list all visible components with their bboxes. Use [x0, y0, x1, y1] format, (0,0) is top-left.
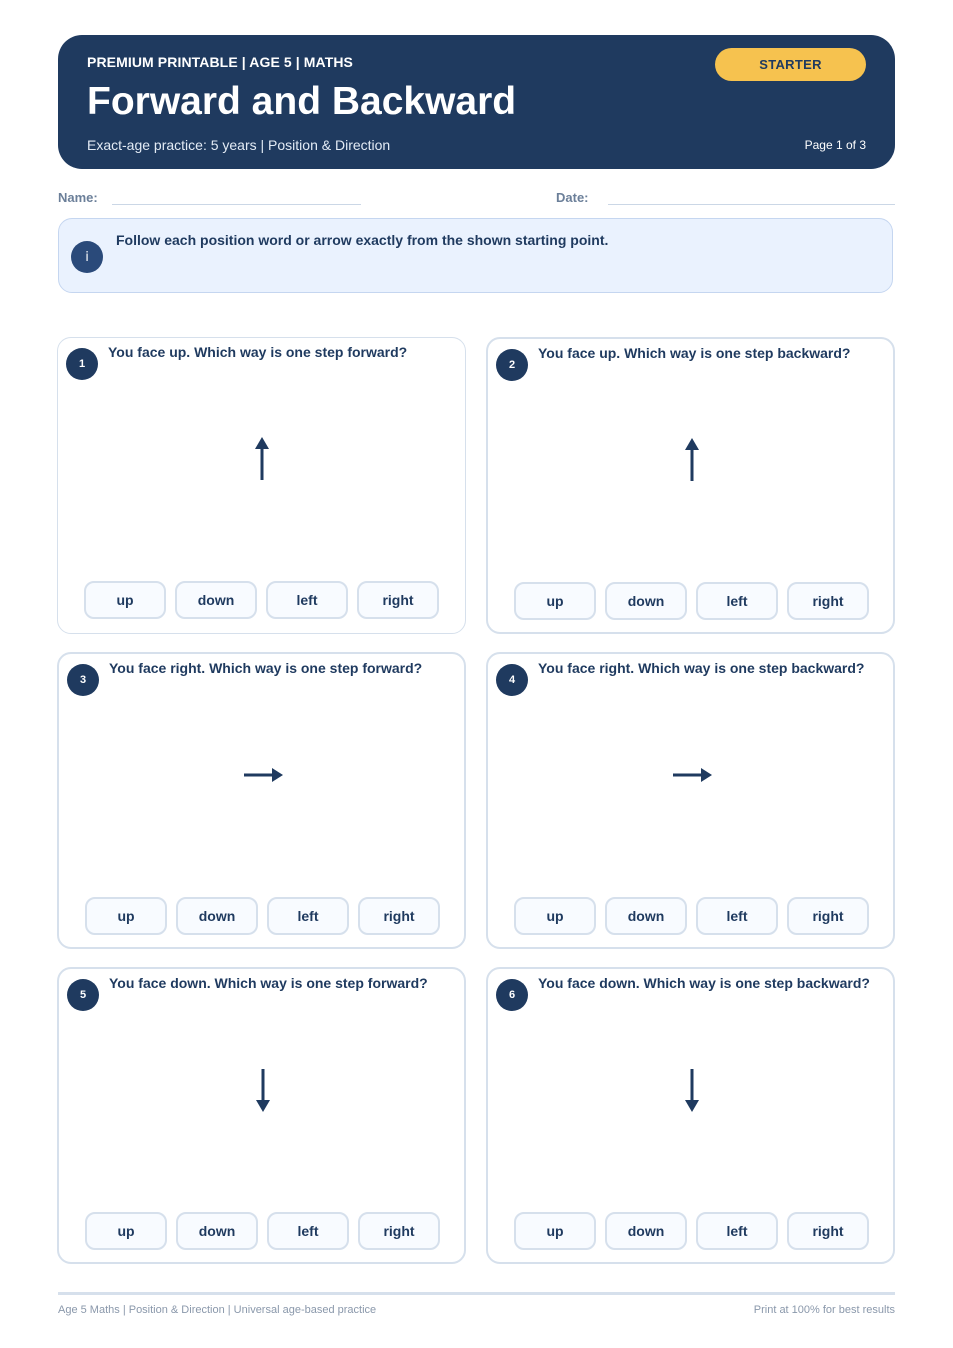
option-left-button[interactable]: left: [696, 582, 778, 620]
option-left-button[interactable]: left: [267, 897, 349, 935]
level-badge: STARTER: [715, 48, 866, 81]
option-left-button[interactable]: left: [696, 897, 778, 935]
info-icon: i: [71, 241, 103, 273]
option-down-button[interactable]: down: [175, 581, 257, 619]
option-right-button[interactable]: right: [787, 1212, 869, 1250]
option-up-button[interactable]: up: [514, 1212, 596, 1250]
option-down-button[interactable]: down: [605, 582, 687, 620]
question-text: You face up. Which way is one step backward?: [538, 345, 851, 361]
option-right-button[interactable]: right: [358, 897, 440, 935]
question-text: You face right. Which way is one step forward?: [109, 660, 423, 676]
answer-options: [85, 897, 440, 935]
answer-options: [514, 582, 869, 620]
option-down-button[interactable]: down: [605, 897, 687, 935]
question-card: [486, 652, 895, 949]
question-number: 3: [67, 664, 99, 696]
name-label: Name:: [58, 190, 98, 205]
option-right-button[interactable]: right: [787, 897, 869, 935]
question-number: 6: [496, 979, 528, 1011]
header-subtitle: Exact-age practice: 5 years | Position & Direction: [87, 137, 391, 153]
date-field[interactable]: [608, 204, 895, 205]
option-up-button[interactable]: up: [85, 1212, 167, 1250]
arrow-up-icon: [672, 435, 712, 485]
arrow-down-icon: [243, 1065, 283, 1115]
answer-options: [514, 897, 869, 935]
arrow-right-icon: [672, 750, 712, 800]
option-left-button[interactable]: left: [267, 1212, 349, 1250]
option-down-button[interactable]: down: [176, 897, 258, 935]
question-card: [57, 337, 466, 634]
question-card: [486, 967, 895, 1264]
question-text: You face right. Which way is one step backward?: [538, 660, 865, 676]
page-title: Forward and Backward: [87, 80, 517, 123]
question-number: 4: [496, 664, 528, 696]
question-number: 2: [496, 349, 528, 381]
footer-divider: [58, 1292, 895, 1295]
instructions-box: [58, 218, 893, 293]
page-number: Page 1 of 3: [804, 138, 866, 152]
option-left-button[interactable]: left: [266, 581, 348, 619]
header-kicker: PREMIUM PRINTABLE | AGE 5 | MATHS: [87, 54, 353, 70]
arrow-down-icon: [672, 1065, 712, 1115]
question-number: 1: [66, 348, 98, 380]
option-down-button[interactable]: down: [605, 1212, 687, 1250]
option-down-button[interactable]: down: [176, 1212, 258, 1250]
worksheet-header: [58, 35, 895, 169]
option-left-button[interactable]: left: [696, 1212, 778, 1250]
answer-options: [85, 1212, 440, 1250]
option-right-button[interactable]: right: [357, 581, 439, 619]
option-right-button[interactable]: right: [358, 1212, 440, 1250]
name-field[interactable]: [112, 204, 361, 205]
question-number: 5: [67, 979, 99, 1011]
answer-options: [514, 1212, 869, 1250]
option-right-button[interactable]: right: [787, 582, 869, 620]
question-card: [486, 337, 895, 634]
question-text: You face down. Which way is one step backward?: [538, 975, 870, 991]
instructions-text: Follow each position word or arrow exactly from the shown starting point.: [116, 232, 609, 248]
question-card: [57, 967, 466, 1264]
option-up-button[interactable]: up: [84, 581, 166, 619]
date-label: Date:: [556, 190, 589, 205]
footer-right: Print at 100% for best results: [753, 1304, 895, 1316]
answer-options: [84, 581, 439, 619]
option-up-button[interactable]: up: [514, 897, 596, 935]
question-card: [57, 652, 466, 949]
arrow-up-icon: [242, 434, 282, 484]
arrow-right-icon: [243, 750, 283, 800]
option-up-button[interactable]: up: [85, 897, 167, 935]
option-up-button[interactable]: up: [514, 582, 596, 620]
footer-left: Age 5 Maths | Position & Direction | Universal age-based practice: [58, 1304, 377, 1316]
question-text: You face up. Which way is one step forward?: [108, 344, 408, 360]
question-text: You face down. Which way is one step forward?: [109, 975, 428, 991]
